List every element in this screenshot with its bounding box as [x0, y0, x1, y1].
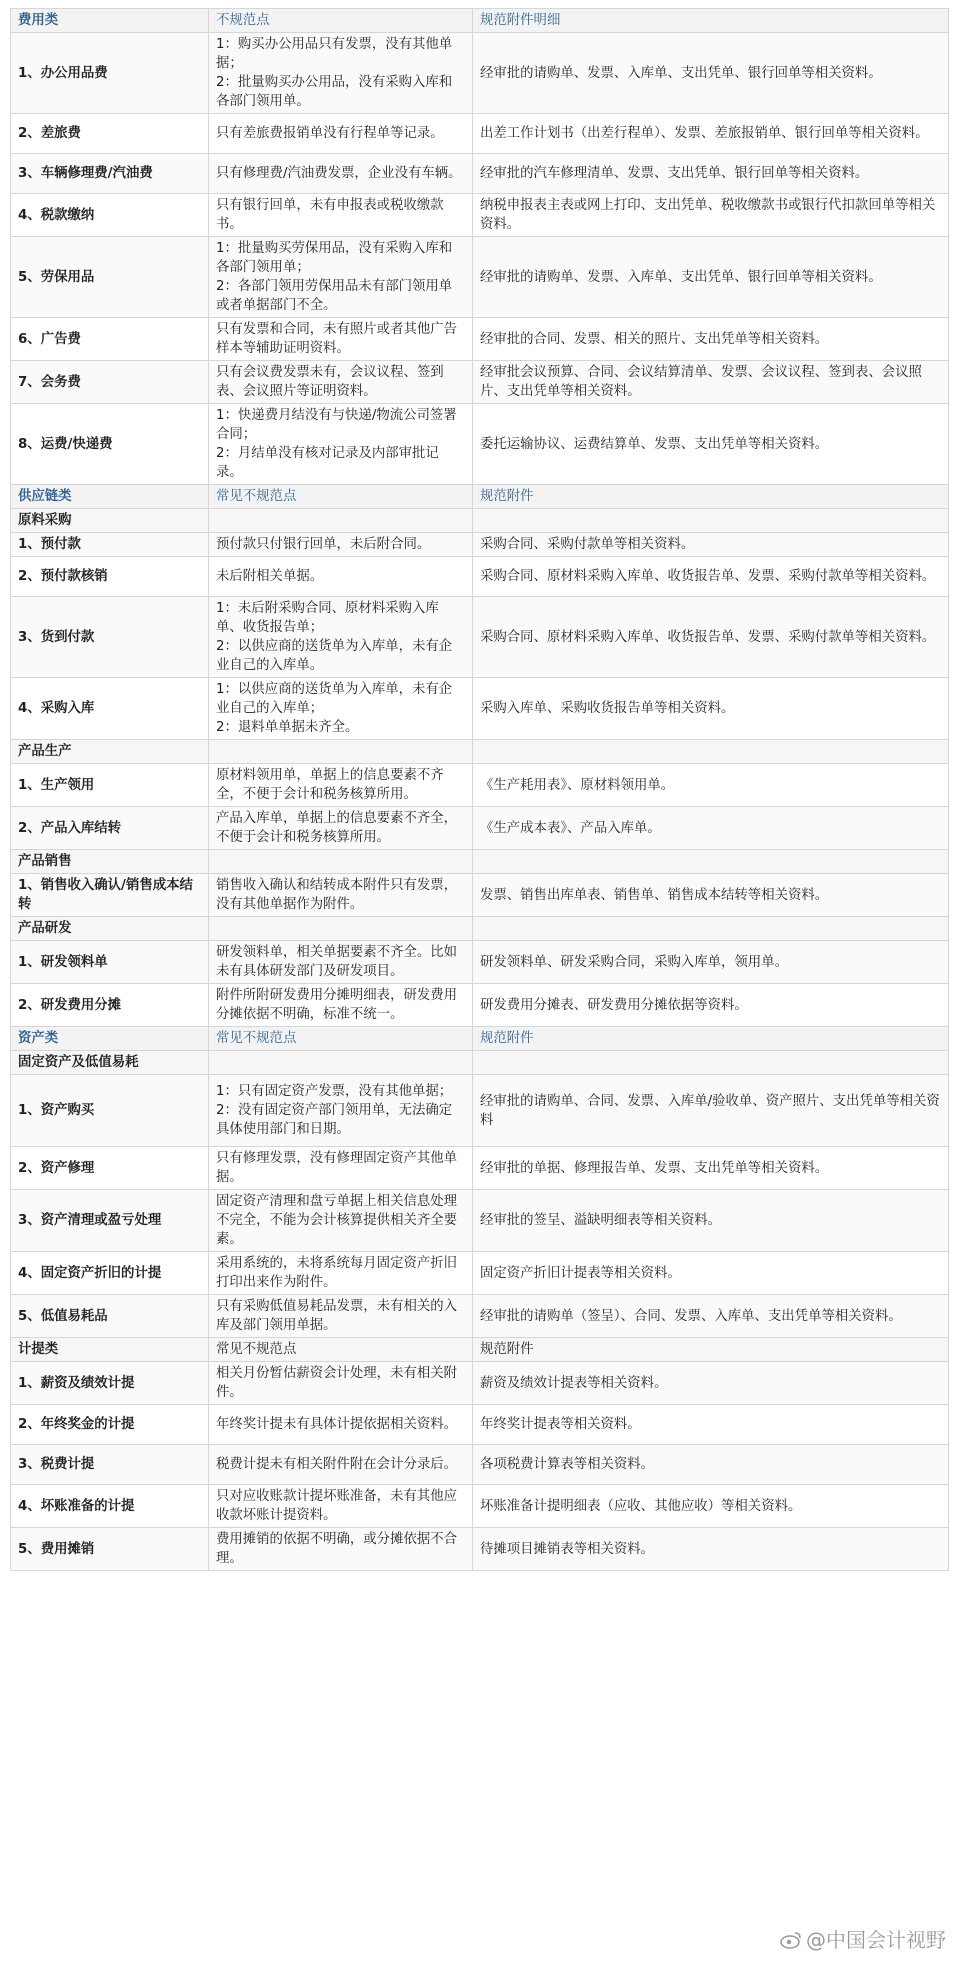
header-category: 费用类: [11, 9, 209, 33]
item-name-cell: 5、劳保用品: [11, 237, 209, 318]
attachment-cell: 经审批的合同、发票、相关的照片、支出凭单等相关资料。: [473, 318, 949, 361]
table-row: [11, 1445, 949, 1485]
section-header-row: [11, 485, 949, 509]
attachment-cell: 各项税费计算表等相关资料。: [473, 1445, 949, 1485]
item-name-cell: 2、预付款核销: [11, 557, 209, 597]
table-row: [11, 33, 949, 114]
attachment-cell: 《生产成本表》、产品入库单。: [473, 807, 949, 850]
subsection-row: [11, 740, 949, 764]
issue-cell: 未后附相关单据。: [209, 557, 473, 597]
attachment-cell: [473, 1051, 949, 1075]
subsection-row: [11, 850, 949, 874]
table-row: [11, 114, 949, 154]
issue-cell: 采用系统的，未将系统每月固定资产折旧打印出来作为附件。: [209, 1252, 473, 1295]
issue-cell: [209, 509, 473, 533]
attachment-cell: 固定资产折旧计提表等相关资料。: [473, 1252, 949, 1295]
issue-cell: 产品入库单，单据上的信息要素不齐全，不便于会计和税务核算所用。: [209, 807, 473, 850]
attachment-cell: 经审批的请购单、合同、发票、入库单/验收单、资产照片、支出凭单等相关资料: [473, 1075, 949, 1147]
table-row: [11, 678, 949, 740]
issue-cell: 预付款只付银行回单，未后附合同。: [209, 533, 473, 557]
item-name-cell: 3、车辆修理费/汽油费: [11, 154, 209, 194]
item-name-cell: 1、资产购买: [11, 1075, 209, 1147]
weibo-icon: [780, 1930, 802, 1948]
header-category: 供应链类: [11, 485, 209, 509]
header-attachment: 规范附件: [473, 1027, 949, 1051]
attachment-cell: 研发费用分摊表、研发费用分摊依据等资料。: [473, 984, 949, 1027]
item-name-cell: 1、预付款: [11, 533, 209, 557]
attachment-cell: [473, 917, 949, 941]
issue-cell: 销售收入确认和结转成本附件只有发票，没有其他单据作为附件。: [209, 874, 473, 917]
item-name-cell: 3、税费计提: [11, 1445, 209, 1485]
attachment-cell: 纳税申报表主表或网上打印、支出凭单、税收缴款书或银行代扣款回单等相关资料。: [473, 194, 949, 237]
table-row: [11, 1147, 949, 1190]
item-name-cell: 2、产品入库结转: [11, 807, 209, 850]
attachment-cell: 年终奖计提表等相关资料。: [473, 1405, 949, 1445]
issue-cell: 1：只有固定资产发票，没有其他单据； 2：没有固定资产部门领用单，无法确定具体使用部门和日期。: [209, 1075, 473, 1147]
section-header-row: [11, 1027, 949, 1051]
issue-cell: [209, 917, 473, 941]
subsection-row: [11, 509, 949, 533]
item-name-cell: 4、坏账准备的计提: [11, 1485, 209, 1528]
table-row: [11, 1405, 949, 1445]
table-row: [11, 404, 949, 485]
item-name-cell: 2、资产修理: [11, 1147, 209, 1190]
issue-cell: 附件所附研发费用分摊明细表，研发费用分摊依据不明确，标准不统一。: [209, 984, 473, 1027]
item-name-cell: 3、货到付款: [11, 597, 209, 678]
issue-cell: 只有修理发票，没有修理固定资产其他单据。: [209, 1147, 473, 1190]
issue-cell: 1：购买办公用品只有发票，没有其他单据； 2：批量购买办公用品，没有采购入库和各部门领用单。: [209, 33, 473, 114]
table-row: [11, 557, 949, 597]
table-row: [11, 533, 949, 557]
table-row: [11, 318, 949, 361]
attachment-cell: 采购合同、原材料采购入库单、收货报告单、发票、采购付款单等相关资料。: [473, 557, 949, 597]
attachment-cell: 经审批的汽车修理清单、发票、支出凭单、银行回单等相关资料。: [473, 154, 949, 194]
issue-cell: 1：批量购买劳保用品，没有采购入库和各部门领用单； 2：各部门领用劳保用品未有部门领用单或者单据部门不全。: [209, 237, 473, 318]
item-name-cell: 2、差旅费: [11, 114, 209, 154]
section-header-row: [11, 9, 949, 33]
item-name-cell: 1、生产领用: [11, 764, 209, 807]
issue-cell: 研发领料单，相关单据要素不齐全。比如未有具体研发部门及研发项目。: [209, 941, 473, 984]
attachment-cell: 采购合同、原材料采购入库单、收货报告单、发票、采购付款单等相关资料。: [473, 597, 949, 678]
attachment-cell: 发票、销售出库单表、销售单、销售成本结转等相关资料。: [473, 874, 949, 917]
item-name-cell: 4、固定资产折旧的计提: [11, 1252, 209, 1295]
attachment-cell: 经审批的单据、修理报告单、发票、支出凭单等相关资料。: [473, 1147, 949, 1190]
section-header-row: [11, 1338, 949, 1362]
attachment-cell: 采购合同、采购付款单等相关资料。: [473, 533, 949, 557]
header-attachment: 规范附件: [473, 485, 949, 509]
item-name-cell: 原料采购: [11, 509, 209, 533]
item-name-cell: 固定资产及低值易耗: [11, 1051, 209, 1075]
issue-cell: 费用摊销的依据不明确，或分摊依据不合理。: [209, 1528, 473, 1571]
issue-cell: 只有差旅费报销单没有行程单等记录。: [209, 114, 473, 154]
issue-cell: 只有采购低值易耗品发票，未有相关的入库及部门领用单据。: [209, 1295, 473, 1338]
table-row: [11, 1362, 949, 1405]
issue-cell: 1：以供应商的送货单为入库单，未有企业自己的入库单； 2：退料单单据未齐全。: [209, 678, 473, 740]
item-name-cell: 产品研发: [11, 917, 209, 941]
subsection-row: [11, 917, 949, 941]
table-body: [11, 9, 949, 1571]
table-row: [11, 941, 949, 984]
table-row: [11, 807, 949, 850]
header-issue: 常见不规范点: [209, 1027, 473, 1051]
item-name-cell: 4、采购入库: [11, 678, 209, 740]
attachment-cell: 经审批的签呈、溢缺明细表等相关资料。: [473, 1190, 949, 1252]
table-row: [11, 1528, 949, 1571]
header-issue: 常见不规范点: [209, 1338, 473, 1362]
issue-cell: 税费计提未有相关附件附在会计分录后。: [209, 1445, 473, 1485]
attachment-cell: 研发领料单、研发采购合同，采购入库单，领用单。: [473, 941, 949, 984]
item-name-cell: 1、薪资及绩效计提: [11, 1362, 209, 1405]
attachment-cell: [473, 850, 949, 874]
attachment-cell: 委托运输协议、运费结算单、发票、支出凭单等相关资料。: [473, 404, 949, 485]
attachment-cell: 坏账准备计提明细表（应收、其他应收）等相关资料。: [473, 1485, 949, 1528]
item-name-cell: 产品销售: [11, 850, 209, 874]
issue-cell: 只有修理费/汽油费发票，企业没有车辆。: [209, 154, 473, 194]
table-row: [11, 597, 949, 678]
issue-cell: 固定资产清理和盘亏单据上相关信息处理不完全，不能为会计核算提供相关齐全要素。: [209, 1190, 473, 1252]
issue-cell: 原材料领用单，单据上的信息要素不齐全，不便于会计和税务核算所用。: [209, 764, 473, 807]
weibo-watermark: [780, 1924, 946, 1953]
issue-cell: 相关月份暂估薪资会计处理，未有相关附件。: [209, 1362, 473, 1405]
item-name-cell: 5、低值易耗品: [11, 1295, 209, 1338]
item-name-cell: 5、费用摊销: [11, 1528, 209, 1571]
issue-cell: 1：快递费月结没有与快递/物流公司签署合同； 2：月结单没有核对记录及内部审批记录。: [209, 404, 473, 485]
item-name-cell: 产品生产: [11, 740, 209, 764]
issue-cell: 只有发票和合同，未有照片或者其他广告样本等辅助证明资料。: [209, 318, 473, 361]
issue-cell: 只有银行回单，未有申报表或税收缴款书。: [209, 194, 473, 237]
item-name-cell: 1、办公用品费: [11, 33, 209, 114]
attachment-cell: 经审批会议预算、合同、会议结算清单、发票、会议议程、签到表、会议照片、支出凭单等相关资料。: [473, 361, 949, 404]
header-issue: 常见不规范点: [209, 485, 473, 509]
subsection-row: [11, 1051, 949, 1075]
table-row: [11, 984, 949, 1027]
item-name-cell: 2、年终奖金的计提: [11, 1405, 209, 1445]
header-issue: 不规范点: [209, 9, 473, 33]
attachment-cell: [473, 509, 949, 533]
table-row: [11, 1295, 949, 1338]
attachment-cell: 出差工作计划书（出差行程单）、发票、差旅报销单、银行回单等相关资料。: [473, 114, 949, 154]
item-name-cell: 1、研发领料单: [11, 941, 209, 984]
attachment-standards-table: [10, 8, 949, 1571]
issue-cell: 1：未后附采购合同、原材料采购入库单、收货报告单； 2：以供应商的送货单为入库单，未有企业自己的入库单。: [209, 597, 473, 678]
issue-cell: [209, 1051, 473, 1075]
issue-cell: 只有会议费发票未有，会议议程、签到表、会议照片等证明资料。: [209, 361, 473, 404]
item-name-cell: 8、运费/快递费: [11, 404, 209, 485]
table-row: [11, 194, 949, 237]
attachment-cell: 经审批的请购单（签呈）、合同、发票、入库单、支出凭单等相关资料。: [473, 1295, 949, 1338]
table-row: [11, 1485, 949, 1528]
attachment-cell: 采购入库单、采购收货报告单等相关资料。: [473, 678, 949, 740]
header-category: 计提类: [11, 1338, 209, 1362]
issue-cell: [209, 740, 473, 764]
table-row: [11, 1075, 949, 1147]
attachment-cell: 《生产耗用表》、原材料领用单。: [473, 764, 949, 807]
item-name-cell: 2、研发费用分摊: [11, 984, 209, 1027]
table-row: [11, 154, 949, 194]
table-row: [11, 1190, 949, 1252]
table-row: [11, 1252, 949, 1295]
item-name-cell: 3、资产清理或盈亏处理: [11, 1190, 209, 1252]
issue-cell: [209, 850, 473, 874]
item-name-cell: 1、销售收入确认/销售成本结转: [11, 874, 209, 917]
attachment-cell: 薪资及绩效计提表等相关资料。: [473, 1362, 949, 1405]
item-name-cell: 6、广告费: [11, 318, 209, 361]
table-row: [11, 764, 949, 807]
attachment-cell: 经审批的请购单、发票、入库单、支出凭单、银行回单等相关资料。: [473, 237, 949, 318]
issue-cell: 年终奖计提未有具体计提依据相关资料。: [209, 1405, 473, 1445]
header-category: 资产类: [11, 1027, 209, 1051]
attachment-cell: [473, 740, 949, 764]
watermark-text: @中国会计视野: [806, 1928, 946, 1952]
header-attachment: 规范附件明细: [473, 9, 949, 33]
item-name-cell: 4、税款缴纳: [11, 194, 209, 237]
attachment-cell: 待摊项目摊销表等相关资料。: [473, 1528, 949, 1571]
table-row: [11, 237, 949, 318]
issue-cell: 只对应收账款计提坏账准备，未有其他应收款坏账计提资料。: [209, 1485, 473, 1528]
table-row: [11, 361, 949, 404]
header-attachment: 规范附件: [473, 1338, 949, 1362]
table-row: [11, 874, 949, 917]
attachment-cell: 经审批的请购单、发票、入库单、支出凭单、银行回单等相关资料。: [473, 33, 949, 114]
item-name-cell: 7、会务费: [11, 361, 209, 404]
